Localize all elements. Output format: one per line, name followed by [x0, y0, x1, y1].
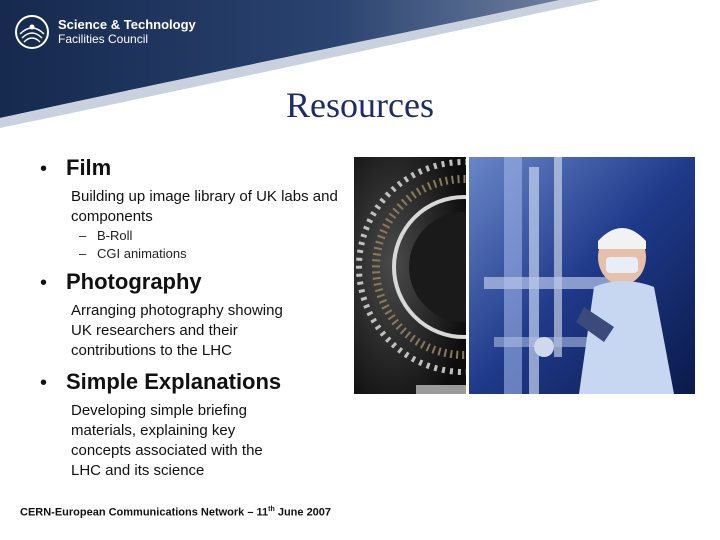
bullet-heading: Simple Explanations	[66, 369, 282, 394]
page-title: Resources	[286, 85, 434, 125]
org-name-line1: Science & Technology	[58, 17, 196, 32]
stfc-logo	[14, 14, 196, 50]
org-name-line2: Facilities Council	[58, 32, 149, 46]
bullet-photography: • Photography	[40, 269, 202, 294]
bullet-description: Arranging photography showing UK researchers and their contributions to the LHC	[71, 302, 283, 359]
footer-caption: CERN-European Communications Network – 11th June 2007	[20, 506, 332, 519]
researcher-photo	[469, 157, 695, 394]
bullet-description: Developing simple briefing materials, explaining key concepts associated with the LHC and its science	[71, 402, 263, 479]
bullet-description: Building up image library of UK labs and components	[71, 188, 338, 225]
sub-item: – CGI animations	[79, 246, 187, 261]
bullet-list	[40, 155, 360, 481]
bullet-heading: Photography	[66, 269, 202, 294]
bullet-simple-explanations: • Simple Explanations	[40, 369, 282, 394]
sub-item: – B-Roll	[79, 228, 133, 243]
photo-collage	[354, 157, 695, 394]
bullet-heading: Film	[66, 155, 112, 180]
bullet-film: • Film	[40, 155, 112, 180]
stfc-emblem-icon	[14, 14, 50, 50]
